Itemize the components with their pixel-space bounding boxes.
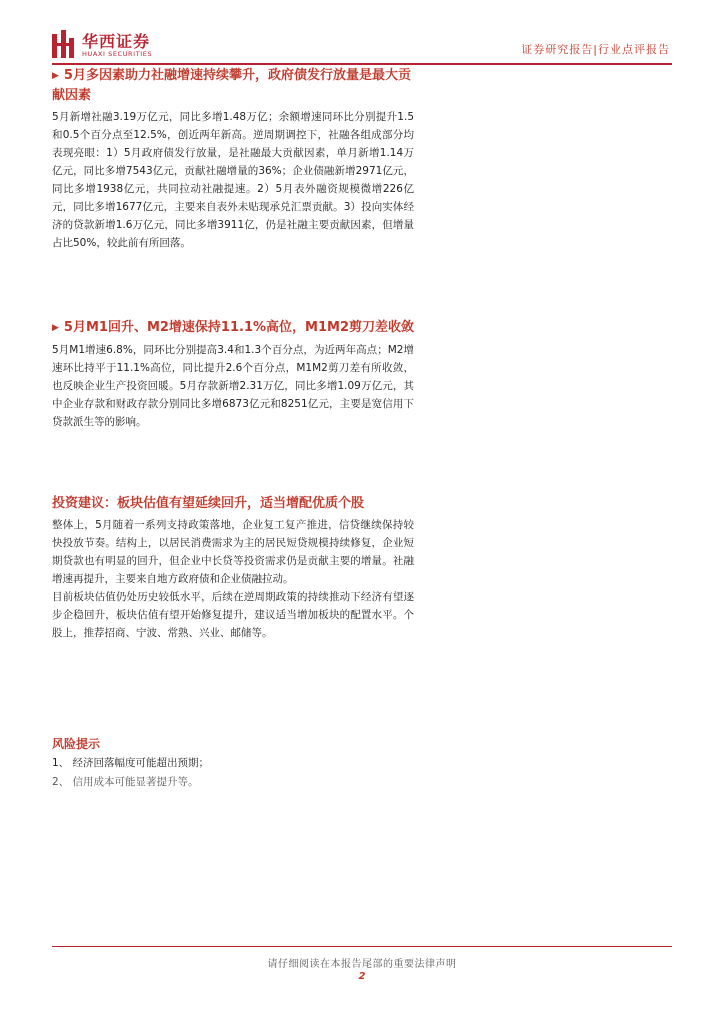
section-title: ▶ 5月M1回升、M2增速保持11.1%高位，M1M2剪刀差收敛 bbox=[52, 320, 414, 335]
risk-item: 1、 经济回落幅度可能超出预期； bbox=[52, 757, 210, 769]
report-type-label: 证券研究报告|行业点评报告 bbox=[521, 43, 670, 56]
triangle-bullet-icon: ▶ bbox=[52, 71, 59, 81]
section-money-supply bbox=[52, 318, 414, 431]
logo-chinese-name: 华西证券 bbox=[82, 32, 151, 51]
footer-divider bbox=[52, 946, 672, 947]
page-number: 2 bbox=[358, 971, 366, 982]
section-paragraph: 5月M1增速6.8%，同环比分别提高3.4和1.3个百分点，为近两年高点；M2增速环比持平于11.1%高位，同比提升2.6个百分点，M1M2剪刀差有所收敛，也反映企业生产投资回暖。5月存款新增2.31万亿，同比多增1.09万亿元，其中企业存款和财政存款分别同比多增6873亿元和8251亿元，主要是宽信用下贷款派生等的影响。 bbox=[52, 344, 414, 428]
risk-item: 2、 信用成本可能显著提升等。 bbox=[52, 776, 199, 788]
footer-disclaimer: 请仔细阅读在本报告尾部的重要法律声明 bbox=[267, 959, 457, 970]
risk-title: 风险提示 bbox=[52, 737, 101, 751]
logo-english-name: HUAXI SECURITIES bbox=[82, 50, 153, 58]
section-risk bbox=[52, 734, 414, 792]
section-paragraph: 整体上，5月随着一系列支持政策落地，企业复工复产推进，信贷继续保持较快投放节奏。结构上，以居民消费需求为主的居民短贷规模持续修复，企业短期贷款也有明显的回升，但企业中长贷等投资需求仍是贡献主要的增量。社融增速再提升，主要来自地方政府债和企业债融拉动。 bbox=[52, 519, 414, 585]
section-title: ▶ 5月多因素助力社融增速持续攀升，政府债发行放量是最大贡献因素 bbox=[52, 68, 411, 103]
section-social-financing bbox=[52, 66, 414, 252]
page-header bbox=[0, 0, 724, 70]
section-paragraph: 5月新增社融3.19万亿元，同比多增1.48万亿；余额增速同环比分别提升1.5和0.5个百分点至12.5%，创近两年新高。逆周期调控下，社融各组成部分均表现亮眼：1）5月政府债发行放量，是社融最大贡献因素，单月新增1.14万亿元，同比多增7543亿元，贡献社融增量的36%；企业债融新增2971亿元，同比多增1938亿元，共同拉动社融提速。2）5月表外融资规模微增226亿元，同比多增1677亿元，主要来自表外未贴现承兑汇票贡献。3）投向实体经济的贷款新增1.6万亿元，同比多增3911亿，仍是社融主要贡献因素，但增量占比50%，较此前有所回落。 bbox=[52, 111, 414, 249]
section-title: 投资建议：板块估值有望延续回升，适当增配优质个股 bbox=[52, 496, 365, 511]
huaxi-logo-icon bbox=[52, 30, 74, 58]
section-paragraph: 目前板块估值仍处历史较低水平，后续在逆周期政策的持续推动下经济有望逐步企稳回升，板块估值有望开始修复提升，建议适当增加板块的配置水平。个股上，推荐招商、宁波、常熟、兴业、邮储等。 bbox=[52, 591, 414, 639]
triangle-bullet-icon: ▶ bbox=[52, 323, 59, 333]
header-divider bbox=[52, 63, 672, 65]
section-investment-advice bbox=[52, 494, 414, 642]
